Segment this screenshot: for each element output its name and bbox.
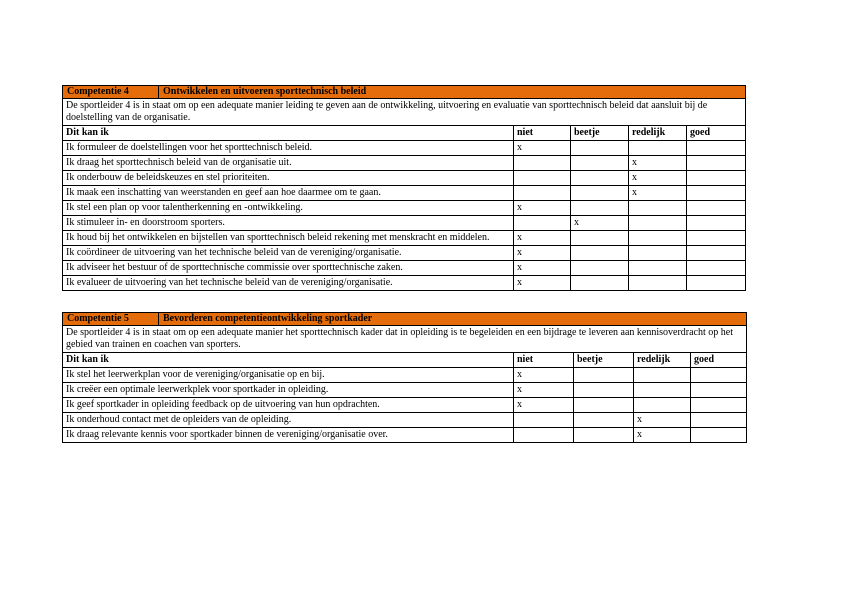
table-row: [63, 186, 746, 201]
table-row: [63, 216, 746, 231]
cell-beetje[interactable]: [574, 368, 634, 383]
competentie-header: [63, 313, 747, 326]
cell-goed[interactable]: [691, 368, 747, 383]
competentie-4-table: [62, 85, 746, 291]
row-text: Ik draag relevante kennis voor sportkader binnen de vereniging/organisatie over.: [63, 428, 514, 443]
competentie-description-row: [63, 99, 746, 126]
row-text: Ik maak een inschatting van weerstanden en geef aan hoe daarmee om te gaan.: [63, 186, 514, 201]
cell-beetje[interactable]: [571, 141, 629, 156]
cell-niet[interactable]: x: [514, 141, 571, 156]
competentie-header: [63, 86, 746, 99]
row-text: Ik onderbouw de beleidskeuzes en stel prioriteiten.: [63, 171, 514, 186]
column-header-dit-kan-ik: Dit kan ik: [63, 126, 514, 141]
column-header-goed: goed: [687, 126, 746, 141]
cell-redelijk[interactable]: [634, 368, 691, 383]
table-row: [63, 383, 747, 398]
cell-niet[interactable]: x: [514, 261, 571, 276]
competentie-description: De sportleider 4 is in staat om op een adequate manier leiding te geven aan de ontwikkeling, uitvoering en evaluatie van sporttechnisch beleid dat aansluit bij de doelstelling van de organisatie.: [63, 99, 746, 126]
competentie-description: De sportleider 4 is in staat om op een adequate manier het sporttechnisch kader dat in opleiding is te begeleiden en een bijdrage te leveren aan kennisoverdracht op het gebied van trainen en coachen van sporters.: [63, 326, 747, 353]
row-text: Ik draag het sporttechnisch beleid van de organisatie uit.: [63, 156, 514, 171]
cell-goed[interactable]: [691, 428, 747, 443]
cell-redelijk[interactable]: [629, 246, 687, 261]
cell-redelijk[interactable]: x: [629, 186, 687, 201]
cell-redelijk[interactable]: x: [634, 428, 691, 443]
row-text: Ik formuleer de doelstellingen voor het sporttechnisch beleid.: [63, 141, 514, 156]
row-text: Ik stimuleer in- en doorstroom sporters.: [63, 216, 514, 231]
cell-goed[interactable]: [691, 398, 747, 413]
column-header-redelijk: redelijk: [629, 126, 687, 141]
cell-goed[interactable]: [687, 246, 746, 261]
column-header-dit-kan-ik: Dit kan ik: [63, 353, 514, 368]
cell-goed[interactable]: [687, 231, 746, 246]
row-text: Ik evalueer de uitvoering van het technische beleid van de vereniging/organisatie.: [63, 276, 514, 291]
cell-beetje[interactable]: [574, 428, 634, 443]
cell-beetje[interactable]: [571, 276, 629, 291]
cell-beetje[interactable]: [571, 231, 629, 246]
cell-redelijk[interactable]: x: [634, 413, 691, 428]
cell-beetje[interactable]: [574, 383, 634, 398]
competentie-5-table: [62, 312, 747, 443]
column-header-row: [63, 126, 746, 141]
cell-redelijk[interactable]: [634, 398, 691, 413]
cell-beetje[interactable]: [571, 261, 629, 276]
table-row: [63, 246, 746, 261]
table-row: [63, 201, 746, 216]
cell-niet[interactable]: [514, 171, 571, 186]
column-header-niet: niet: [514, 126, 571, 141]
cell-goed[interactable]: [687, 171, 746, 186]
cell-niet[interactable]: x: [514, 231, 571, 246]
cell-goed[interactable]: [691, 383, 747, 398]
cell-redelijk[interactable]: [629, 261, 687, 276]
row-text: Ik coördineer de uitvoering van het technische beleid van de vereniging/organisatie.: [63, 246, 514, 261]
column-header-goed: goed: [691, 353, 747, 368]
cell-redelijk[interactable]: [629, 201, 687, 216]
column-header-row: [63, 353, 747, 368]
cell-goed[interactable]: [687, 201, 746, 216]
cell-beetje[interactable]: [571, 201, 629, 216]
cell-goed[interactable]: [687, 216, 746, 231]
cell-beetje[interactable]: [574, 413, 634, 428]
cell-redelijk[interactable]: [629, 276, 687, 291]
competentie-code: Competentie 4: [63, 86, 159, 99]
competentie-description-row: [63, 326, 747, 353]
row-text: Ik creëer een optimale leerwerkplek voor sportkader in opleiding.: [63, 383, 514, 398]
cell-niet[interactable]: x: [514, 383, 574, 398]
cell-redelijk[interactable]: [629, 141, 687, 156]
cell-redelijk[interactable]: x: [629, 156, 687, 171]
cell-goed[interactable]: [687, 156, 746, 171]
cell-goed[interactable]: [687, 276, 746, 291]
table-row: [63, 368, 747, 383]
cell-beetje[interactable]: x: [571, 216, 629, 231]
column-header-beetje: beetje: [574, 353, 634, 368]
cell-niet[interactable]: [514, 156, 571, 171]
cell-niet[interactable]: x: [514, 201, 571, 216]
row-text: Ik stel een plan op voor talentherkenning en -ontwikkeling.: [63, 201, 514, 216]
cell-redelijk[interactable]: [629, 231, 687, 246]
cell-niet[interactable]: [514, 186, 571, 201]
table-row: [63, 171, 746, 186]
cell-goed[interactable]: [687, 261, 746, 276]
cell-beetje[interactable]: [571, 171, 629, 186]
cell-beetje[interactable]: [571, 156, 629, 171]
row-text: Ik houd bij het ontwikkelen en bijstellen van sporttechnisch beleid rekening met menskracht en middelen.: [63, 231, 514, 246]
table-row: [63, 261, 746, 276]
cell-beetje[interactable]: [571, 246, 629, 261]
column-header-beetje: beetje: [571, 126, 629, 141]
table-row: [63, 231, 746, 246]
competentie-title: Ontwikkelen en uitvoeren sporttechnisch beleid: [159, 86, 746, 99]
cell-goed[interactable]: [687, 186, 746, 201]
row-text: Ik geef sportkader in opleiding feedback op de uitvoering van hun opdrachten.: [63, 398, 514, 413]
cell-niet[interactable]: [514, 428, 574, 443]
cell-niet[interactable]: x: [514, 276, 571, 291]
cell-beetje[interactable]: [571, 186, 629, 201]
cell-redelijk[interactable]: [629, 216, 687, 231]
table-row: [63, 141, 746, 156]
cell-niet[interactable]: x: [514, 246, 571, 261]
cell-niet[interactable]: x: [514, 368, 574, 383]
cell-redelijk[interactable]: x: [629, 171, 687, 186]
cell-redelijk[interactable]: [634, 383, 691, 398]
table-row: [63, 398, 747, 413]
cell-beetje[interactable]: [574, 398, 634, 413]
cell-niet[interactable]: [514, 216, 571, 231]
competentie-code: Competentie 5: [63, 313, 159, 326]
row-text: Ik onderhoud contact met de opleiders van de opleiding.: [63, 413, 514, 428]
cell-niet[interactable]: x: [514, 398, 574, 413]
column-header-niet: niet: [514, 353, 574, 368]
competentie-title: Bevorderen competentieontwikkeling sportkader: [159, 313, 747, 326]
table-row: [63, 428, 747, 443]
table-row: [63, 156, 746, 171]
table-row: [63, 276, 746, 291]
cell-goed[interactable]: [691, 413, 747, 428]
cell-goed[interactable]: [687, 141, 746, 156]
table-row: [63, 413, 747, 428]
row-text: Ik adviseer het bestuur of de sporttechnische commissie over sporttechnische zaken.: [63, 261, 514, 276]
row-text: Ik stel het leerwerkplan voor de vereniging/organisatie op en bij.: [63, 368, 514, 383]
cell-niet[interactable]: [514, 413, 574, 428]
column-header-redelijk: redelijk: [634, 353, 691, 368]
